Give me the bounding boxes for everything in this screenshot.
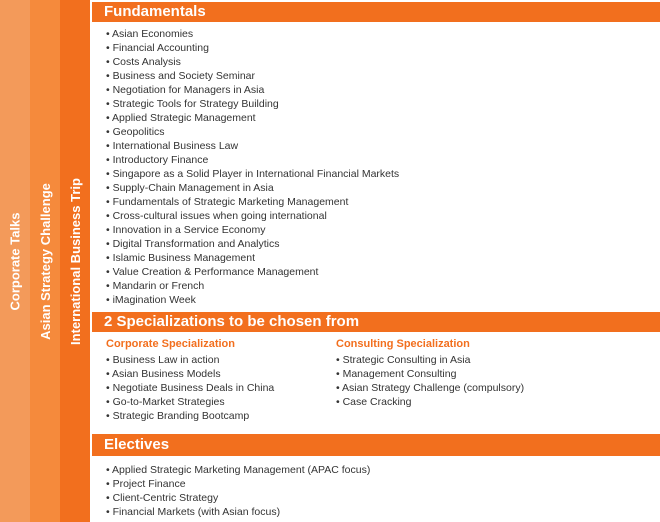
asian-strategy-challenge-bar [30, 0, 60, 522]
list-item: • Asian Economies [106, 27, 399, 41]
list-item: • Cross-cultural issues when going international [106, 209, 399, 223]
list-item: • Applied Strategic Management [106, 111, 399, 125]
list-item: • Value Creation & Performance Management [106, 265, 399, 279]
list-item: • Fundamentals of Strategic Marketing Management [106, 195, 399, 209]
list-item: • Go-to-Market Strategies [106, 395, 274, 409]
list-item: • Strategic Consulting in Asia [336, 353, 524, 367]
list-item: • Introductory Finance [106, 153, 399, 167]
list-item: • Mandarin or French [106, 279, 399, 293]
list-item: • Strategic Tools for Strategy Building [106, 97, 399, 111]
list-item: • Business and Society Seminar [106, 69, 399, 83]
list-item: • Negotiation for Managers in Asia [106, 83, 399, 97]
list-item: • Asian Strategy Challenge (compulsory) [336, 381, 524, 395]
consulting-specialization-title: Consulting Specialization [336, 338, 470, 350]
list-item: • Applied Strategic Marketing Management (APAC focus) [106, 463, 370, 477]
electives-list [106, 463, 370, 519]
consulting-specialization-list [336, 353, 524, 409]
list-item: • Innovation in a Service Economy [106, 223, 399, 237]
list-item: • iMagination Week [106, 293, 399, 307]
corporate-talks-bar [0, 0, 30, 522]
list-item: • Case Cracking [336, 395, 524, 409]
list-item: • Management Consulting [336, 367, 524, 381]
list-item: • Asian Business Models [106, 367, 274, 381]
list-item: • Financial Accounting [106, 41, 399, 55]
list-item: • Islamic Business Management [106, 251, 399, 265]
international-business-trip-label: International Business Trip [67, 177, 83, 345]
list-item: • Business Law in action [106, 353, 274, 367]
list-item: • Digital Transformation and Analytics [106, 237, 399, 251]
list-item: • International Business Law [106, 139, 399, 153]
list-item: • Strategic Branding Bootcamp [106, 409, 274, 423]
list-item: • Financial Markets (with Asian focus) [106, 505, 370, 519]
international-business-trip-bar [60, 0, 90, 522]
list-item: • Negotiate Business Deals in China [106, 381, 274, 395]
fundamentals-list [106, 27, 399, 307]
list-item: • Costs Analysis [106, 55, 399, 69]
corporate-specialization-list [106, 353, 274, 423]
fundamentals-header: Fundamentals [92, 2, 660, 22]
curriculum-content [92, 0, 660, 522]
asian-strategy-challenge-label: Asian Strategy Challenge [37, 182, 53, 340]
electives-header: Electives [92, 434, 660, 456]
list-item: • Supply-Chain Management in Asia [106, 181, 399, 195]
list-item: • Project Finance [106, 477, 370, 491]
corporate-specialization-title: Corporate Specialization [106, 338, 235, 350]
corporate-talks-label: Corporate Talks [7, 211, 23, 311]
specializations-header: 2 Specializations to be chosen from [92, 312, 660, 332]
list-item: • Client-Centric Strategy [106, 491, 370, 505]
list-item: • Singapore as a Solid Player in International Financial Markets [106, 167, 399, 181]
list-item: • Geopolitics [106, 125, 399, 139]
